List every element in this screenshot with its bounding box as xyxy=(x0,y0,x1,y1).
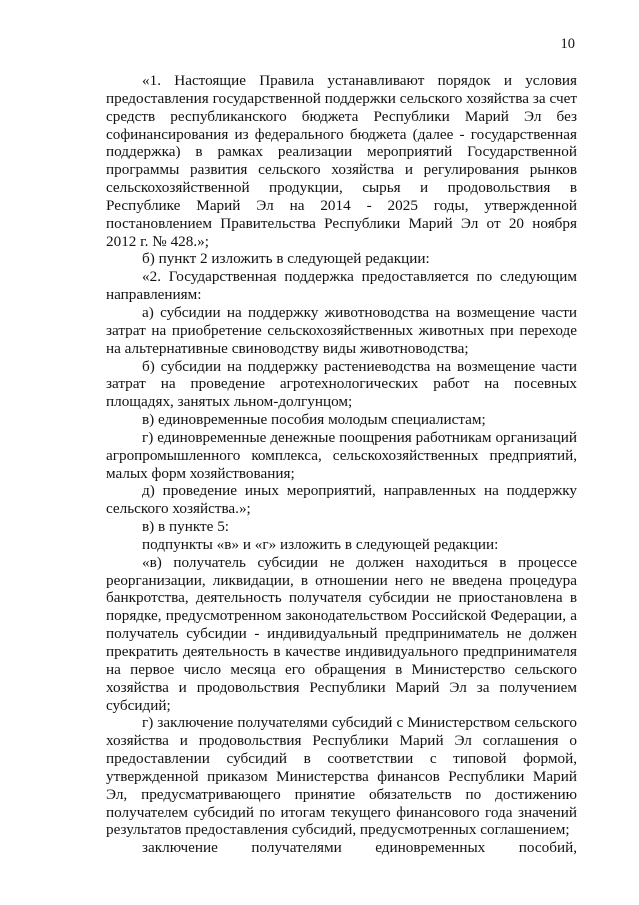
paragraph-direction-b: б) субсидии на поддержку растениеводства на возмещение части затрат на проведение агротехнологических работ на посевных площадях, занятых льном-долгунцом; xyxy=(106,357,577,411)
paragraph-direction-v: в) единовременные пособия молодым специалистам; xyxy=(142,411,486,429)
paragraph-direction-a: а) субсидии на поддержку животноводства на возмещение части затрат на приобретение сельскохозяйственных животных при переходе на альтернативные свиноводству виды животноводства; xyxy=(106,303,577,357)
paragraph-rules-purpose: «1. Настоящие Правила устанавливают порядок и условия предоставления государственной поддержки сельского хозяйства за счет средств республиканского бюджета Республики Марий Эл без софинансирования из федерального бюджета (далее - государственная поддержка) в рамках реализации мероприятий Государственной программы развития сельского хозяйства и регулирования рынков сельскохозяйственной продукции, сырья и продовольствия в Республике Марий Эл на 2014 - 2025 годы, утвержденной постановлением Правительства Республики Марий Эл от 20 ноября 2012 г. № 428.»; xyxy=(106,72,577,250)
paragraph-subitem-g: г) заключение получателями субсидий с Министерством сельского хозяйства и продовольствия Республики Марий Эл соглашения о предоставлении субсидий в соответствии с типовой формой, утвержденной приказом Министерства финансов Республики Марий Эл, предусматривающего принятие обязательств по достижению получателем субсидий по итогам текущего финансового года значений результатов предоставления субсидий, предусмотренных соглашением; xyxy=(106,714,577,839)
paragraph-subitems-intro: подпункты «в» и «г» изложить в следующей редакции: xyxy=(142,535,499,553)
page-number: 10 xyxy=(560,36,575,52)
paragraph-continuation: заключение получателями единовременных пособий, xyxy=(142,839,577,857)
paragraph-direction-g: г) единовременные денежные поощрения работникам организаций агропромышленного комплекса, сельскохозяйственных предприятий, малых форм хозяйствования; xyxy=(106,428,577,482)
paragraph-subitem-v: «в) получатель субсидии не должен находиться в процессе реорганизации, ликвидации, в отношении него не введена процедура банкротства, деятельность получателя субсидии не приостановлена в порядке, предусмотренном законодательством Российской Федерации, а получатель субсидии - индивидуальный предприниматель не должен прекратить деятельность в качестве индивидуального предпринимателя на первое число месяца его обращения в Министерство сельского хозяйства и продовольствия Республики Марий Эл за получением субсидий; xyxy=(106,553,577,714)
paragraph-item-v-intro: в) в пункте 5: xyxy=(142,518,230,536)
document-body xyxy=(106,72,577,857)
paragraph-item-b-intro: б) пункт 2 изложить в следующей редакции: xyxy=(142,250,430,268)
paragraph-support-directions: «2. Государственная поддержка предоставляется по следующим направлениям: xyxy=(106,268,577,304)
paragraph-direction-d: д) проведение иных мероприятий, направленных на поддержку сельского хозяйства.»; xyxy=(106,482,577,518)
